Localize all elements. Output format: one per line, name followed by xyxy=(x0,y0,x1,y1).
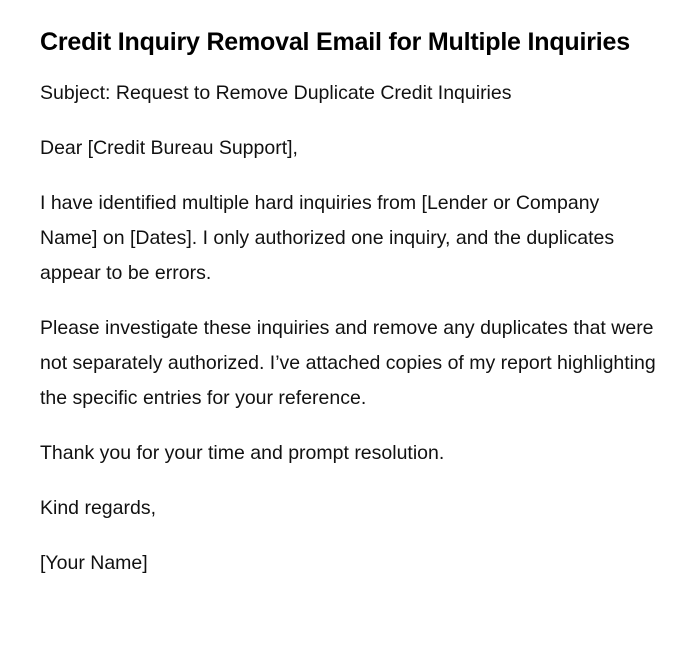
email-closing: Kind regards, xyxy=(40,497,156,519)
email-body-paragraph: Thank you for your time and prompt resolution. xyxy=(40,442,445,464)
email-body-paragraph: I have identified multiple hard inquiries from [Lender or Company Name] on [Dates]. I only authorized one inquiry, and the duplicates appear to be errors. xyxy=(40,192,615,284)
email-greeting: Dear [Credit Bureau Support], xyxy=(40,137,298,159)
document-title: Credit Inquiry Removal Email for Multiple Inquiries xyxy=(40,28,630,56)
email-body-paragraph: Please investigate these inquiries and remove any duplicates that were not separately authorized. I’ve attached copies of my report highlighting the specific entries for your reference. xyxy=(40,317,656,409)
email-signature: [Your Name] xyxy=(40,552,148,574)
email-subject-line: Subject: Request to Remove Duplicate Credit Inquiries xyxy=(40,82,512,104)
